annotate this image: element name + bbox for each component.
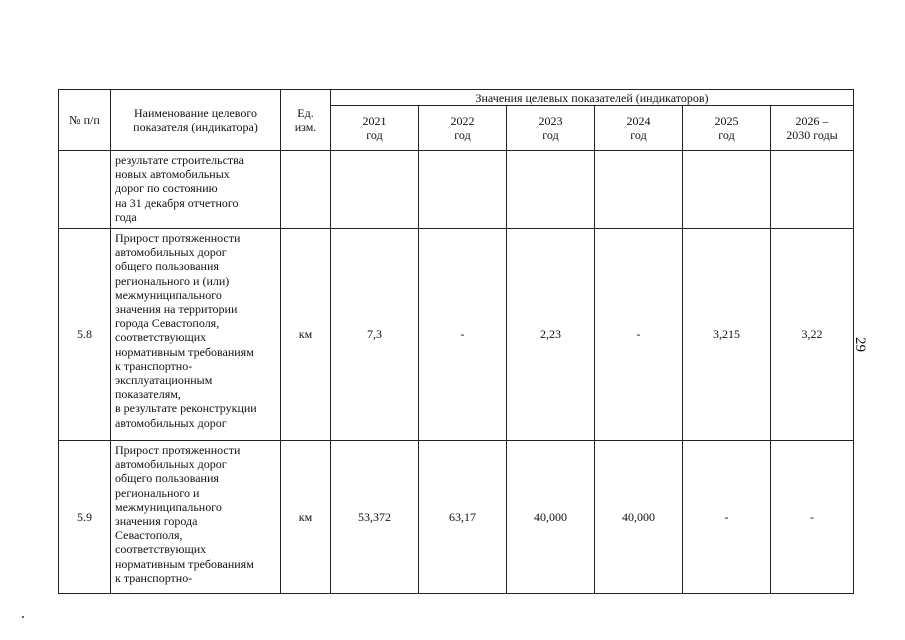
row-value: 3,215 (683, 229, 771, 441)
row-name: результате строительства новых автомобильных дорог по состоянию на 31 декабря отчетного года (111, 151, 281, 229)
row-num: 5.9 (59, 441, 111, 594)
row-name: Прирост протяженности автомобильных дорог общего пользования регионального и межмуниципального значения города Севастополя, соответствующих нормативным требованиям к транспортно- (111, 441, 281, 594)
row-num: 5.8 (59, 229, 111, 441)
row-value: 63,17 (419, 441, 507, 594)
row-value: 40,000 (507, 441, 595, 594)
row-value: 7,3 (331, 229, 419, 441)
table-row (59, 441, 854, 594)
indicators-table (58, 89, 854, 594)
row-value: 2,23 (507, 229, 595, 441)
header-year-2023: 2023 год (507, 106, 595, 151)
row-value (683, 151, 771, 229)
row-value: 3,22 (771, 229, 854, 441)
row-value (419, 151, 507, 229)
row-value: - (771, 441, 854, 594)
header-year-2021: 2021 год (331, 106, 419, 151)
row-unit: км (281, 229, 331, 441)
row-value: - (683, 441, 771, 594)
scan-speck (22, 616, 24, 618)
row-value: 53,372 (331, 441, 419, 594)
header-name: Наименование целевого показателя (индикатора) (111, 90, 281, 151)
header-num: № п/п (59, 90, 111, 151)
row-value (771, 151, 854, 229)
header-year-2022: 2022 год (419, 106, 507, 151)
row-value: 40,000 (595, 441, 683, 594)
row-value: - (595, 229, 683, 441)
table-row (59, 229, 854, 441)
row-value (595, 151, 683, 229)
header-values-group: Значения целевых показателей (индикаторов) (331, 90, 854, 106)
header-year-2026-2030: 2026 – 2030 годы (771, 106, 854, 151)
header-year-2024: 2024 год (595, 106, 683, 151)
row-unit: км (281, 441, 331, 594)
page-number: 29 (852, 337, 868, 352)
row-value: - (419, 229, 507, 441)
row-num (59, 151, 111, 229)
table-row (59, 151, 854, 229)
row-value (507, 151, 595, 229)
row-name: Прирост протяженности автомобильных дорог общего пользования регионального и (или) межмуниципального значения на территории города Севастополя, соответствующих нормативным требованиям к транспортно- эксплуатационным показателям, в результате реконструкции автомобильных дорог (111, 229, 281, 441)
row-unit (281, 151, 331, 229)
row-value (331, 151, 419, 229)
header-unit: Ед. изм. (281, 90, 331, 151)
header-year-2025: 2025 год (683, 106, 771, 151)
